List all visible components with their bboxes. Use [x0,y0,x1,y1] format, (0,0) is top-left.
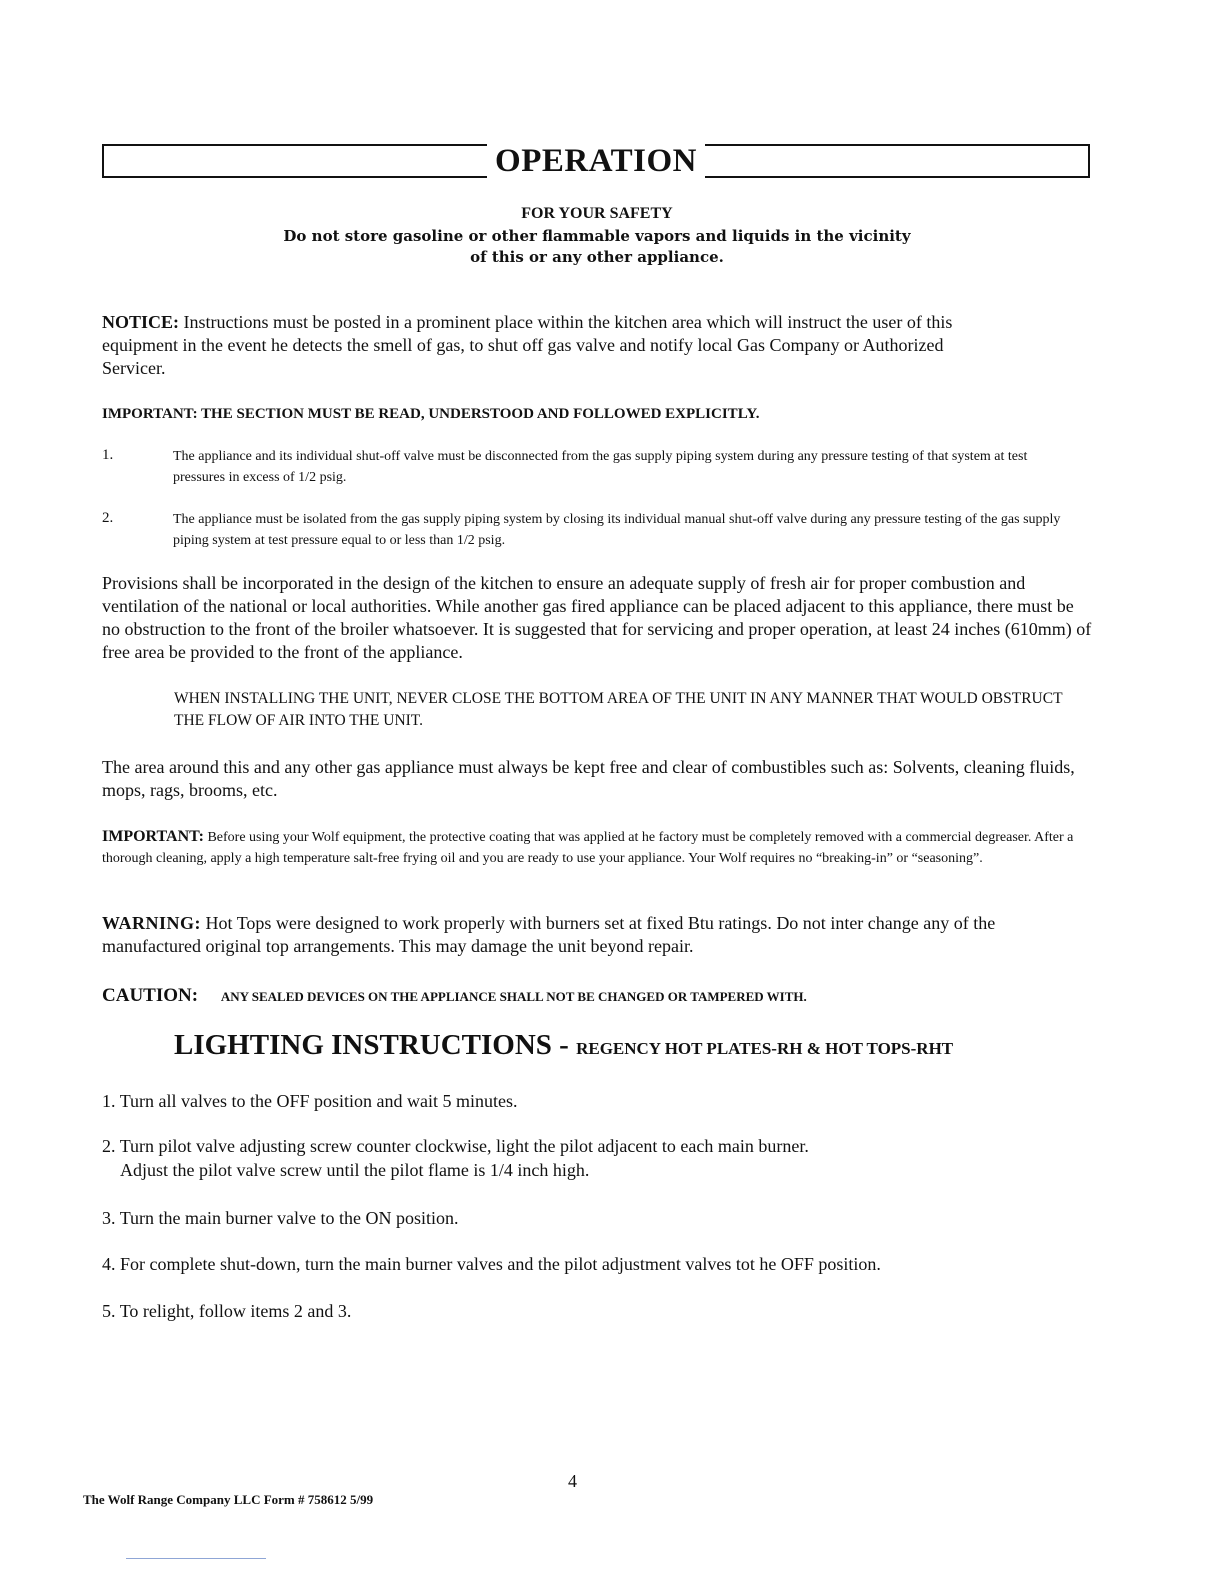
step-2 [102,1134,1002,1182]
bottom-rule [126,1558,266,1559]
safety-heading: FOR YOUR SAFETY [521,205,673,222]
step-text: Turn pilot valve adjusting screw counter clockwise, light the pilot adjacent to each main burner. [119,1136,809,1156]
item-number-1: 1. [102,447,114,463]
item-text-2: The appliance must be isolated from the gas supply piping system by closing its individual manual shut-off valve during any pressure testing of the gas supply piping system at test pressure equal to or less than 1/2 psig. [173,512,1061,548]
combustibles-paragraph: The area around this and any other gas appliance must always be kept free and clear of combustibles such as: Solvents, cleaning fluids, mops, rags, brooms, etc. [102,757,1075,800]
notice-text: Instructions must be posted in a prominent place within the kitchen area which will instruct the user of this equipment in the event he detects the smell of gas, to shut off gas valve and notify local Gas Company or Authorized Servicer. [102,312,953,378]
warning-paragraph [102,912,1062,958]
notice-label: NOTICE: [102,312,180,332]
step-text: To relight, follow items 2 and 3. [119,1301,352,1321]
step-text: Turn all valves to the OFF position and wait 5 minutes. [119,1091,518,1111]
step-number: 1. [102,1091,116,1111]
step-3 [102,1206,1002,1230]
warning-label: WARNING: [102,913,202,933]
step-text: Turn the main burner valve to the ON position. [119,1208,459,1228]
important-label: IMPORTANT: [102,828,204,845]
caution-text: ANY SEALED DEVICES ON THE APPLIANCE SHALL NOT BE CHANGED OR TAMPERED WITH. [220,989,807,1004]
safety-line-2: of this or any other appliance. [470,248,724,266]
page-title: OPERATION [487,143,705,179]
item-number-2: 2. [102,510,114,526]
step-number: 5. [102,1301,116,1321]
important-text: Before using your Wolf equipment, the protective coating that was applied at he factory must be completely removed with a commercial degreaser. After a thorough cleaning, apply a high temperature salt-free frying oil and you are ready to use your appliance. Your Wolf requires no “breaking-in” or “seasoning”. [102,830,1074,866]
caution-label: CAUTION: [102,985,199,1006]
step-4 [102,1252,1002,1276]
safety-line-1: Do not store gasoline or other flammable vapors and liquids in the vicinity [283,227,911,245]
lighting-title: LIGHTING INSTRUCTIONS - [174,1029,569,1061]
caution-line [102,984,1102,1008]
step-number: 2. [102,1136,116,1156]
provisions-paragraph: Provisions shall be incorporated in the design of the kitchen to ensure an adequate supply of fresh air for proper combustion and ventilation of the national or local authorities. While another gas fired appliance can be placed adjacent to this appliance, there must be no obstruction to the front of the broiler whatsoever. It is suggested that for servicing and proper operation, at least 24 inches (610mm) of free area be provided to the front of the appliance. [102,573,1092,662]
step-text-continued: Adjust the pilot valve screw until the pilot flame is 1/4 inch high. [120,1160,590,1180]
page-number: 4 [568,1471,577,1491]
step-number: 4. [102,1254,116,1274]
install-warning: WHEN INSTALLING THE UNIT, NEVER CLOSE THE BOTTOM AREA OF THE UNIT IN ANY MANNER THAT WOULD OBSTRUCT THE FLOW OF AIR INTO THE UNIT. [174,690,1063,729]
notice-paragraph [102,311,982,380]
warning-text: Hot Tops were designed to work properly with burners set at fixed Btu ratings. Do not inter change any of the manufactured original top arrangements. This may damage the unit beyond repair. [102,913,996,956]
title-box [102,144,1090,178]
important-coating-paragraph [102,826,1102,869]
step-1 [102,1089,1002,1113]
step-number: 3. [102,1208,116,1228]
important-heading: IMPORTANT: THE SECTION MUST BE READ, UNDERSTOOD AND FOLLOWED EXPLICITLY. [102,406,760,422]
step-text: For complete shut-down, turn the main burner valves and the pilot adjustment valves tot he OFF position. [120,1254,881,1274]
step-5 [102,1299,1002,1323]
footer-form-number: The Wolf Range Company LLC Form # 758612 5/99 [83,1492,374,1507]
lighting-subtitle: REGENCY HOT PLATES-RH & HOT TOPS-RHT [576,1039,954,1058]
lighting-heading [174,1029,953,1062]
item-text-1: The appliance and its individual shut-off valve must be disconnected from the gas supply piping system during any pressure testing of that system at test pressures in excess of 1/2 psig. [173,449,1028,485]
